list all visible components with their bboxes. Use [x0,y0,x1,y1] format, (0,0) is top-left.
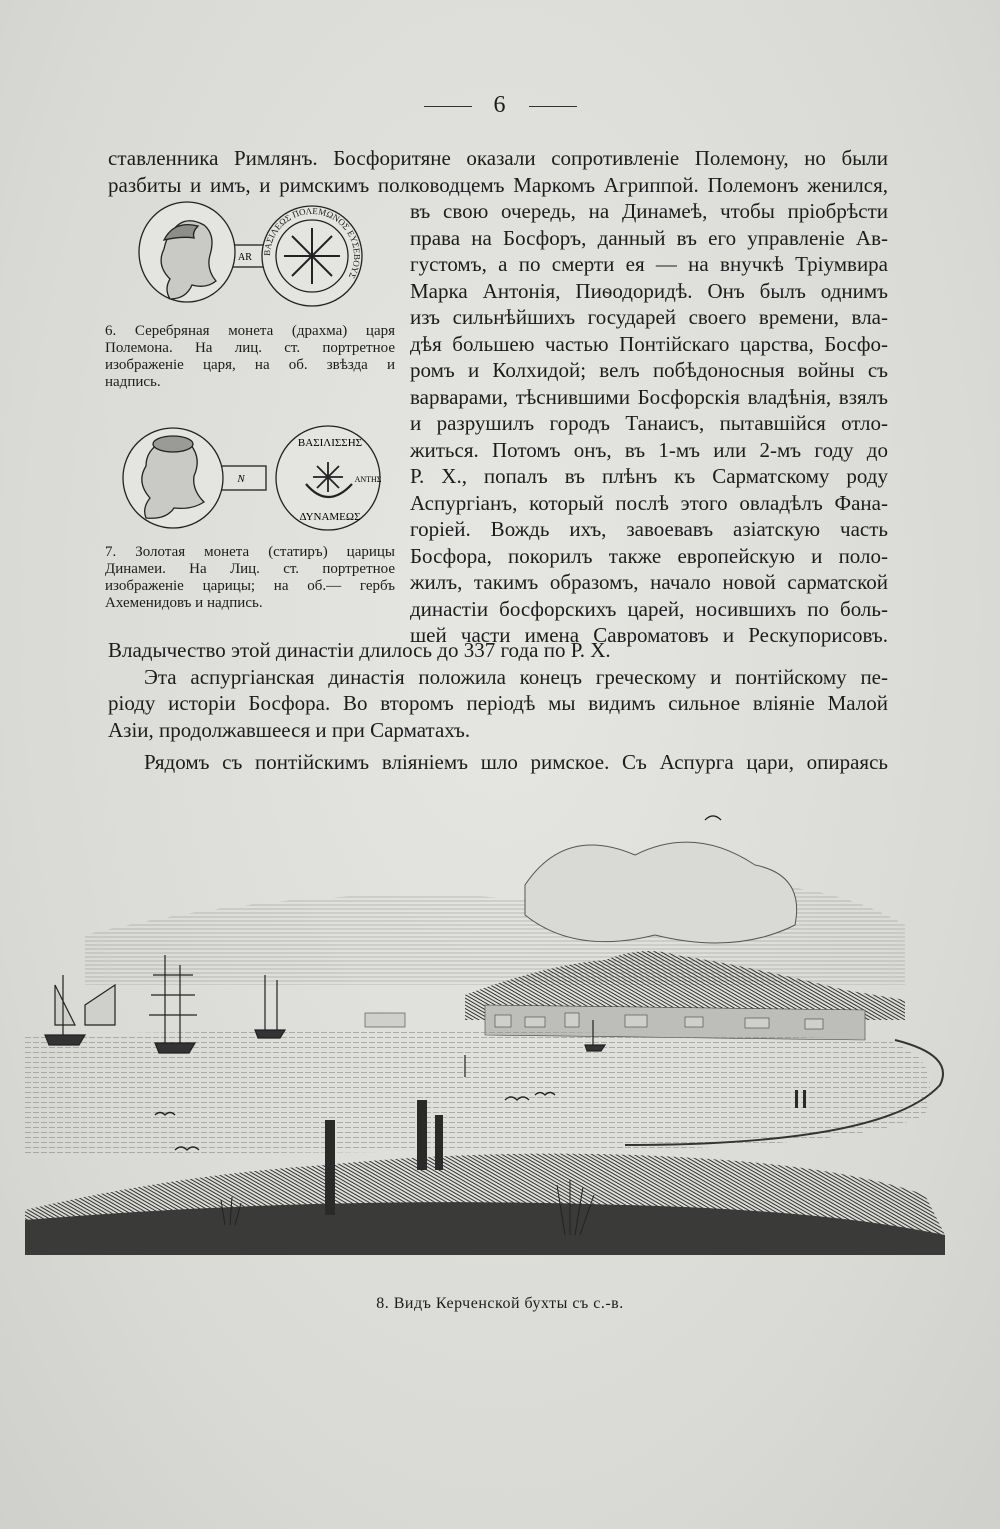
coin-figure-6 [130,200,380,310]
text-line: Марка Антонія, Пиѳодоридѣ. Онъ былъ однимъ [410,278,888,303]
text-line: житься. Потомъ онъ, въ 1-мъ или 2-мъ году до [410,437,888,462]
caption-line: 7. Золотая монета (статиръ) царицы [105,544,395,560]
text-line: Владычество этой династіи длилось до 337 года по Р. Х. [108,638,611,662]
text-line: ріоду исторіи Босфора. Во второмъ періодѣ мы видимъ сильное вліяніе Малой [108,691,888,715]
column-paragraph [410,198,888,649]
caption-line: Ахеменидовъ и надпись. [105,595,263,611]
text-line: Азіи, продолжавшееся и при Сарматахъ. [108,717,471,742]
text-line: Босфора, покорилъ также европейскую и поло- [410,543,888,568]
caption-line: 6. Серебряная монета (драхма) царя [105,323,395,339]
text-line: и разрушилъ городъ Танаисъ, пытавшійся отло- [410,411,888,435]
text-line: въ свою очередь, на Динамеѣ, чтобы пріобрѣсти [410,199,888,223]
text-line: жилъ, такимъ образомъ, начало новой сарматской [410,570,888,594]
text-line: Рядомъ съ понтійскимъ вліяніемъ шло римское. Съ Аспурга цари, опираясь [144,750,888,774]
page-number-rule-left [424,106,472,107]
text-line: разбиты и имъ, и римскимъ полководцемъ Маркомъ Агриппой. Полемонъ женился, [108,172,888,197]
text-line: Аспургіанъ, который послѣ этого овладѣлъ Фана- [410,490,888,515]
coin-legend: ΒΑΣΙΛΕΩΣ ΠΟΛΕΜΩΝΟΣ ΕΥΣΕΒΟΥΣ [261,205,363,281]
caption-line: надпись. [105,374,161,390]
text-line: Р. Х., попалъ въ плѣнъ къ Сарматскому роду [410,464,888,488]
caption-line: изображеніе царицы; на об.— гербъ [105,578,395,594]
text-line: ромъ и Колхидой; велъ побѣдоносныя войны съ [410,358,888,382]
coin-legend-bottom: ΔΥΝΑΜΕΩΣ [299,511,361,523]
text-line: варварами, тѣснившими Босфорскія владѣнія, взялъ [410,384,888,409]
text-line: горіей. Вождь ихъ, завоевавъ азіатскую часть [410,517,888,541]
text-line: ставленника Римлянъ. Босфоритяне оказали сопротивленіе Полемону, но были [108,146,888,170]
top-paragraph [108,145,888,198]
page-number-text: 6 [493,92,507,118]
bay-engraving [25,815,975,1275]
text-line: династіи босфорскихъ царей, носившихъ по боль- [410,596,888,621]
page-number-rule-right [529,106,577,107]
coin-mark: N [237,473,245,485]
coin-legend-top: ΒΑΣΙΛΙΣΣΗΣ [297,437,363,449]
text-line: изъ сильнѣйшихъ государей своего времени, вла- [410,305,888,329]
caption-figure-8: 8. Видъ Керченской бухты съ с.-в. [376,1295,624,1312]
text-line: шей части имена Савроматовъ и Рескупорисовъ. [410,623,888,647]
bottom-paragraph [108,637,888,776]
coin-mark: AR [238,252,252,263]
page-number [0,92,1000,119]
caption-line: изображеніе царя, на об. звѣзда и [105,357,395,373]
caption-figure-7 [105,544,395,612]
text-line: Эта аспургіанская династія положила конецъ греческому и понтійскому пе- [144,664,888,689]
text-line: права на Босфоръ, данный въ его управленіе Ав- [410,225,888,250]
caption-line: Динамеи. На Лиц. ст. портретное [105,561,395,577]
text-line: густомъ, а по смерти ея — на внучкѣ Тріумвира [410,252,888,276]
text-line: дѣя большею частью Понтійскаго царства, Босфо- [410,331,888,356]
caption-figure-6 [105,323,395,391]
cloud [525,842,797,943]
coin-legend-side: ΑΝΤΗΣ [354,475,382,484]
coin-figure-7 [118,422,388,534]
caption-line: Полемона. На лиц. ст. портретное [105,340,395,356]
